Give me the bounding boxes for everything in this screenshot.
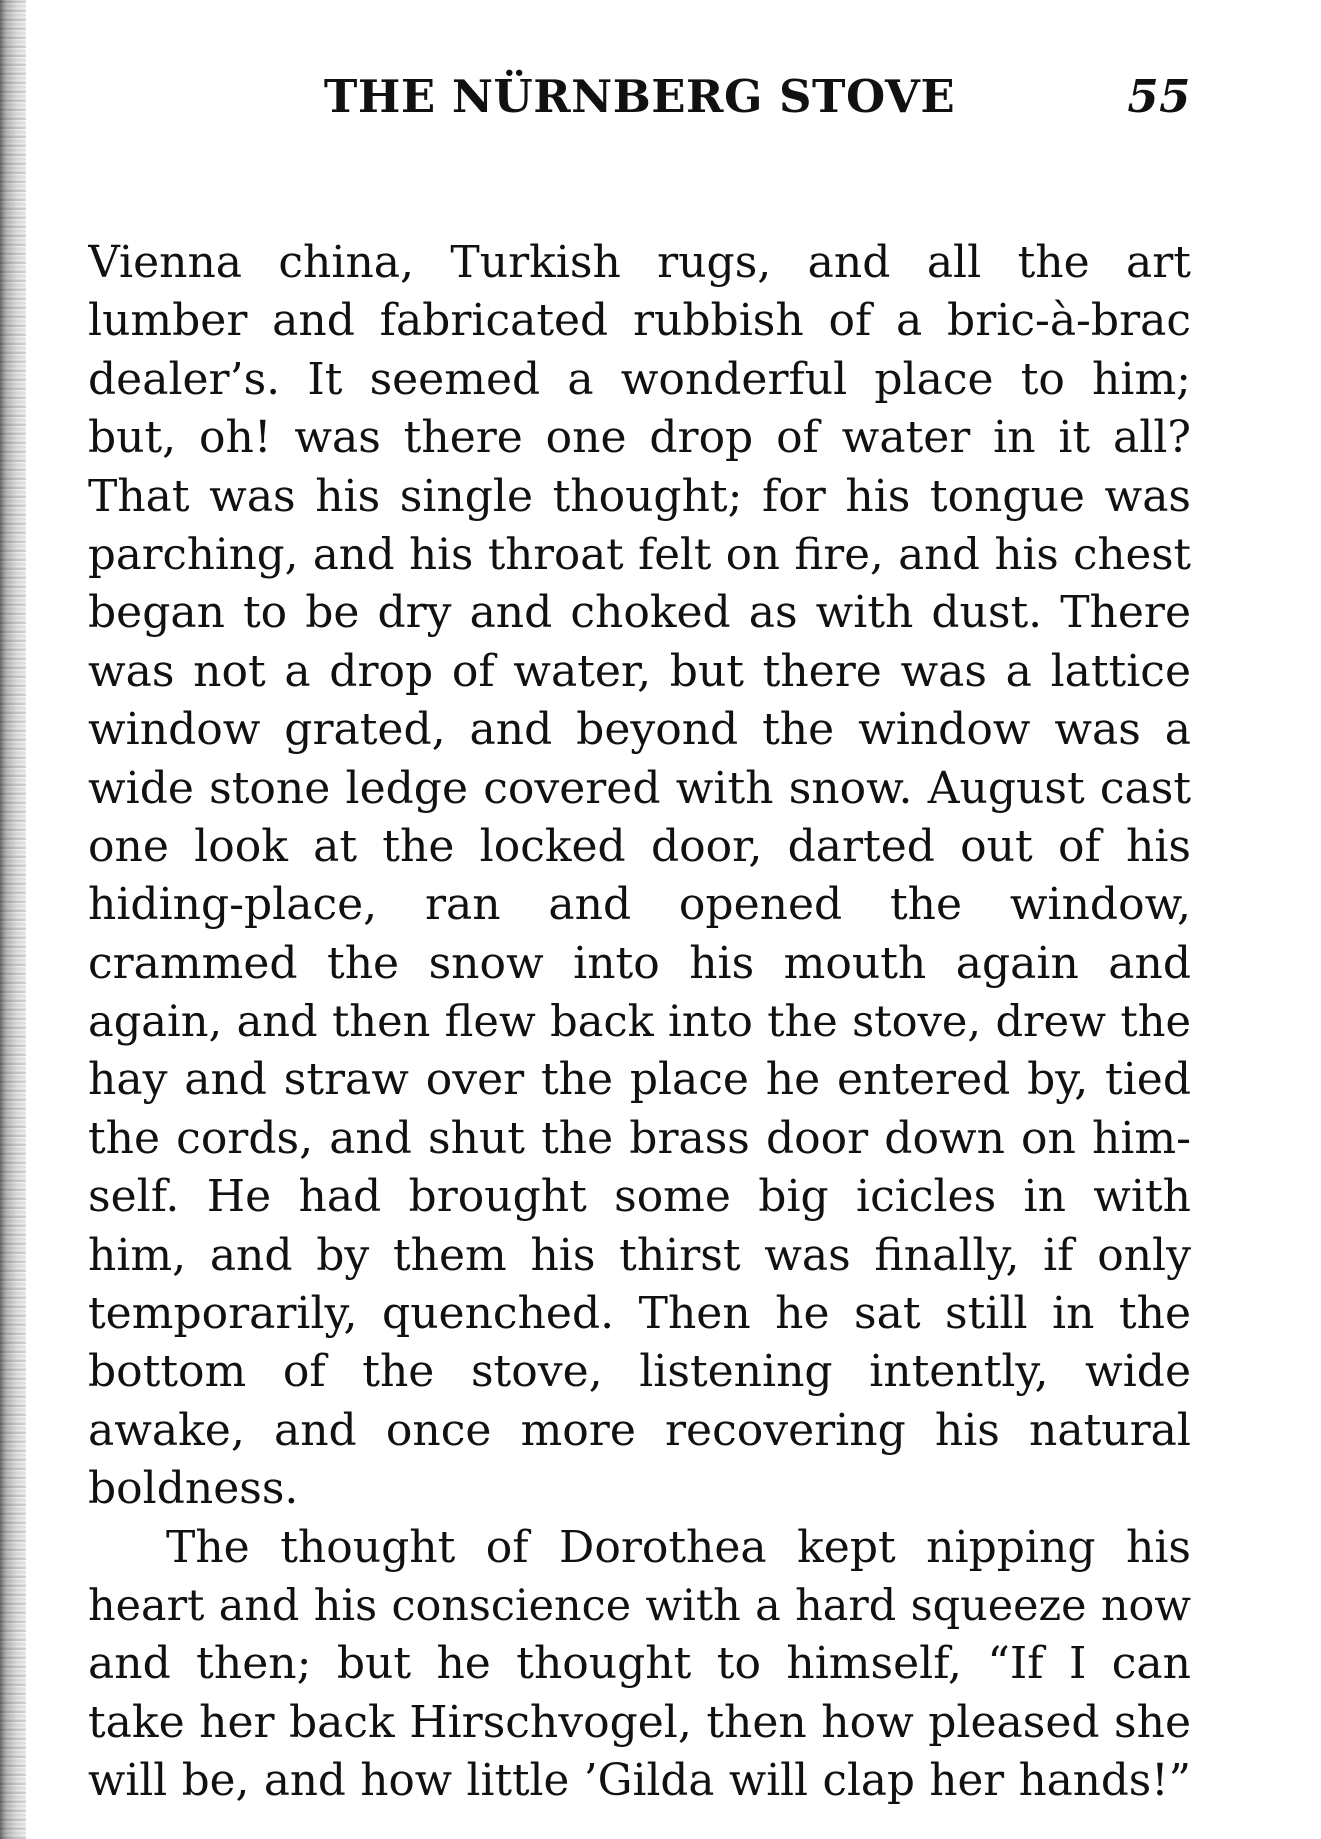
text-line: lumber and fabricated rubbish of a bric-à-brac (88, 295, 1191, 347)
text-line: boldness. (88, 1463, 299, 1515)
paragraph (88, 234, 1191, 1519)
text-line: parching, and his throat felt on fire, and his chest (88, 529, 1191, 580)
text-line: and then; but he thought to himself, “If I can (88, 1638, 1191, 1690)
text-line: wide stone ledge covered with snow. August cast (88, 762, 1191, 814)
text-line: The thought of Dorothea kept nipping his (166, 1521, 1191, 1573)
paragraph (88, 1519, 1191, 1811)
text-line: but, oh! was there one drop of water in it all? (88, 412, 1191, 464)
text-line: awake, and once more recovering his natural (88, 1404, 1191, 1456)
text-line: one look at the locked door, darted out of his (88, 820, 1191, 872)
text-line: dealer’s. It seemed a wonderful place to him; (88, 353, 1191, 405)
text-line: hay and straw over the place he entered by, tied (88, 1054, 1191, 1106)
text-line: take her back Hirschvogel, then how pleased she (88, 1696, 1191, 1748)
running-header (88, 62, 1191, 142)
text-line: window grated, and beyond the window was a (88, 704, 1191, 756)
page-title: THE NÜRNBERG STOVE (323, 70, 956, 123)
text-line: Vienna china, Turkish rugs, and all the art (88, 237, 1191, 288)
text-line: self. He had brought some big icicles in with (88, 1171, 1191, 1223)
body-text (88, 234, 1191, 1811)
scan-gutter (0, 0, 26, 1839)
text-line: bottom of the stove, listening intently, wide (88, 1346, 1191, 1398)
text-line: heart and his conscience with a hard squeeze now (88, 1580, 1191, 1631)
text-line: was not a drop of water, but there was a lattice (88, 645, 1191, 697)
text-line: him, and by them his thirst was finally, if only (88, 1229, 1191, 1281)
text-line: began to be dry and choked as with dust. There (88, 587, 1191, 639)
text-line: the cords, and shut the brass door down on him- (88, 1112, 1191, 1164)
text-line: will be, and how little ’Gilda will clap her hands!” (88, 1756, 1191, 1807)
text-line: hiding-place, ran and opened the window, (88, 879, 1191, 931)
text-line: crammed the snow into his mouth again and (88, 937, 1191, 989)
book-page (88, 62, 1191, 1811)
text-line: temporarily, quenched. Then he sat still in the (88, 1288, 1191, 1340)
text-line: again, and then flew back into the stove, drew the (88, 997, 1191, 1048)
text-line: That was his single thought; for his tongue was (88, 470, 1191, 522)
page-number: 55 (1127, 70, 1191, 123)
